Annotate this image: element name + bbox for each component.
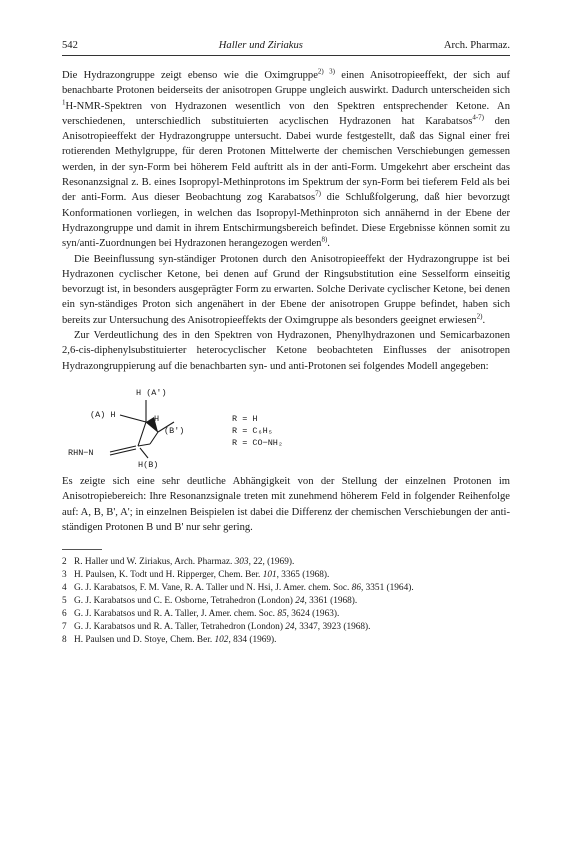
footnote: 8 H. Paulsen und D. Stoye, Chem. Ber. 102, 834 (1969).: [62, 635, 277, 646]
substituent-r-h: R = H: [232, 413, 258, 424]
page-number: 542: [62, 40, 78, 51]
substituent-r-carbamoyl: R = CO−NH₂: [232, 437, 284, 448]
footnote: 3 H. Paulsen, K. Todt und H. Ripperger, Chem. Ber. 101, 3365 (1968).: [62, 570, 330, 581]
paragraph-4: Es zeigte sich eine sehr deutliche Abhängigkeit von der Stellung der einzelnen Protonen im Anisotropiebereich: Ihre Resonanzsignale treten mit zunehmend höherem Feld in folgender Reihenfolge auf: A, B, B', A'; in einzelnen Beispielen ist dabei die Differenz der chemischen Verschiebungen der anti-ständigen Protonen B und B' nur sehr gering.: [62, 475, 510, 533]
proton-b-label: H(B): [138, 459, 159, 470]
running-title: Haller und Ziriakus: [218, 40, 303, 51]
footnote: 5 G. J. Karabatsos und C. E. Osborne, Tetrahedron (London) 24, 3361 (1968).: [62, 596, 358, 607]
header-rule: [62, 55, 510, 56]
footnote: 2 R. Haller und W. Ziriakus, Arch. Pharmaz. 303, 22, (1969).: [62, 557, 295, 568]
proton-a-prime-label: H (A'): [136, 387, 167, 398]
proton-upper-h-label: H: [154, 413, 160, 424]
substituent-r-phenyl: R = C₆H₅: [232, 425, 273, 436]
citation-ref: 7): [315, 189, 321, 198]
proton-a-label: (A) H: [90, 409, 116, 420]
citation-ref: 8): [321, 235, 328, 244]
footnote: 6 G. J. Karabatsos und R. A. Taller, J. Amer. chem. Soc. 85, 3624 (1963).: [62, 609, 340, 620]
footnotes: [62, 556, 510, 647]
page-header: [62, 40, 510, 54]
article-body: [62, 68, 510, 535]
footnote-rule: [62, 549, 102, 550]
rhn-group-label: RHN−N: [68, 447, 94, 458]
journal-name: Arch. Pharmaz.: [443, 40, 510, 51]
hydrazone-model-figure: [62, 384, 510, 472]
nmr-superscript: 1: [62, 98, 66, 107]
citation-ref: 4-7): [472, 113, 484, 122]
journal-page: [62, 40, 510, 647]
citation-ref: 2): [476, 312, 483, 321]
footnote: 4 G. J. Karabatsos, F. M. Vane, R. A. Taller und N. Hsi, J. Amer. chem. Soc. 86, 3351 (1964).: [62, 583, 414, 594]
footnote: 7 G. J. Karabatsos und R. A. Taller, Tetrahedron (London) 24, 3347, 3923 (1968).: [62, 622, 371, 633]
paragraph-1: Die Hydrazongruppe zeigt ebenso wie die Oximgruppe$^{2) 3)}$ einen Anisotropieeffekt, der sich auf benachbarte Protonen beiderseits der anisotropen Gruppe ungleich auswirkt. Dadurch unterscheiden sich $^1$H-NMR-Spektren von Hydrazonen wesentlich von den Spektren entsprechender Ketone. An verschiedenen, unterschiedlich substituierten acyclischen Hydrazonen hat Karabatsos$^{4-7)}$ den Anisotropieeffekt der Hydrazongruppe untersucht. Dabei wurde festgestellt, daß das Signal einer frei rotierenden Methylgruppe, für deren Protonen Mittelwerte der chemischen Verschiebungen gemessen werden, in der syn-Form bei höherem Feld auftritt als in der anti-Form. Umgekehrt aber erscheint das Resonanzsignal z. B. eines Isopropyl-Methinprotons im Spektrum der syn-Form bei tieferem Feld als bei der anti-Form. Aus dieser Beobachtung zog Karabatsos$^{7)}$ die Schlußfolgerung, daß hier bevorzugt Konformationen vorliegen, in welchen das Isopropyl-Methinproton sich annähernd in der Ebene der Hydrazongruppe und damit in ihrem Entschirmungsbereich befindet. Diese Ergebnisse können somit zu syn/anti-Zuordnungen bei Hydrazonen herangezogen werden$^{8)}$.: [62, 67, 510, 250]
paragraph-3: Zur Verdeutlichung des in den Spektren von Hydrazonen, Phenylhydrazonen und Semicarbazonen 2,6-cis-diphenylsubstituierter heterocyclischer Ketone beobachteten Einflusses der anisotropen Hydrazongruppierung auf die benachbarten syn- und anti-Protonen sei folgendes Modell angegeben:: [62, 330, 510, 372]
proton-b-prime-label: (B'): [164, 425, 185, 436]
citation-ref: 2) 3): [317, 67, 335, 76]
paragraph-2: Die Beeinflussung syn-ständiger Protonen durch den Anisotropieeffekt der Hydrazongruppe ist bei Hydrazonen cyclischer Ketone, bei denen auf Grund der Ringsubstitution eine Sesselform einseitig bevorzugt ist, in besonders ausgeprägter Form zu erwarten. Solche Derivate cyclischer Ketone, bei denen ein syn-ständiges Proton sich angenähert in der Ebene der anisotropen Gruppe befindet, haben sich bereits zur Untersuchung des Anisotropieeffekts der Oximgruppe als besonders geeignet erwiesen$^{2)}$.: [62, 253, 510, 326]
